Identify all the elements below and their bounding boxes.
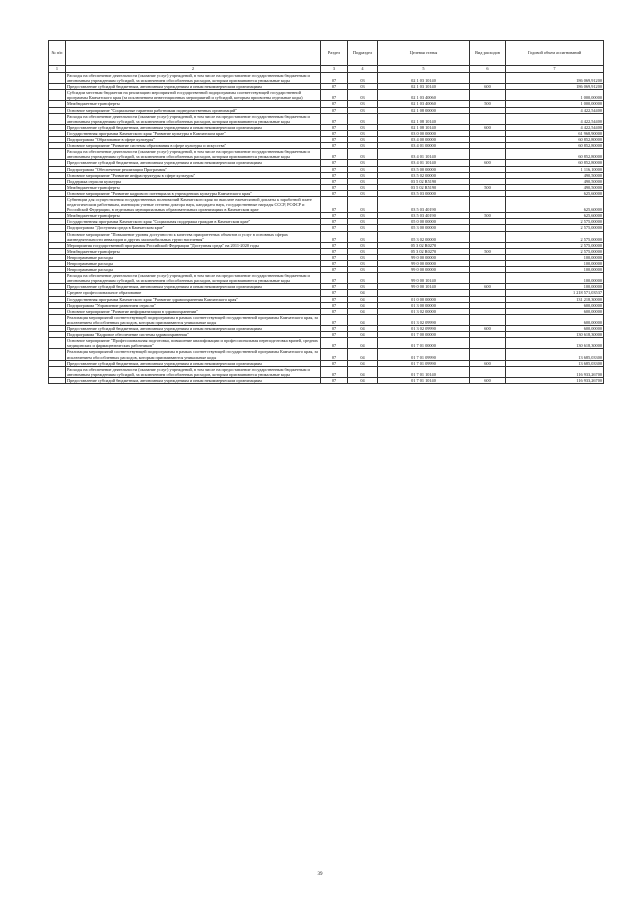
row-name-cell: Непрограммные расходы	[66, 254, 321, 260]
row-amount-cell: 600,00000	[506, 314, 604, 325]
row-razdel-cell: 07	[321, 149, 348, 160]
row-target-cell: 03 4 00 00000	[378, 137, 470, 143]
row-amount-cell: 186 069,91200	[506, 84, 604, 90]
row-vid-cell: 600	[470, 326, 506, 332]
row-podrazdel-cell: 04	[348, 296, 378, 302]
row-podrazdel-cell: 03	[348, 273, 378, 284]
row-amount-cell: 2 575,00000	[506, 225, 604, 231]
row-num-cell	[49, 314, 66, 325]
row-target-cell: 01 7 01 00000	[378, 338, 470, 349]
row-target-cell: 02 1 03 10140	[378, 73, 470, 84]
row-podrazdel-cell: 03	[348, 213, 378, 219]
row-podrazdel-cell: 03	[348, 130, 378, 136]
row-num-cell	[49, 149, 66, 160]
column-number: 5	[378, 66, 470, 73]
row-target-cell: 03 5 02 00000	[378, 172, 470, 178]
row-target-cell: 05 3 02 00000	[378, 231, 470, 242]
row-amount-cell: 116 933,26700	[506, 377, 604, 383]
row-amount-cell: 625,60000	[506, 190, 604, 196]
row-podrazdel-cell: 03	[348, 284, 378, 290]
row-amount-cell: 600,00000	[506, 302, 604, 308]
row-amount-cell: 100,00000	[506, 273, 604, 284]
row-razdel-cell: 07	[321, 267, 348, 273]
row-target-cell: 01 7 00 00000	[378, 332, 470, 338]
row-num-cell	[49, 90, 66, 101]
column-number-row	[49, 66, 604, 73]
row-vid-cell	[470, 338, 506, 349]
table-row	[49, 366, 604, 377]
column-number: 4	[348, 66, 378, 73]
row-target-cell: 03 5 02 R5190	[378, 178, 470, 184]
row-name-cell: Среднее профессиональное образование	[66, 290, 321, 296]
row-target-cell: 99 0 00 00000	[378, 267, 470, 273]
row-target-cell: 05 3 00 00000	[378, 225, 470, 231]
row-razdel-cell: 07	[321, 166, 348, 172]
row-podrazdel-cell: 03	[348, 160, 378, 166]
row-name-cell: Предоставление субсидий бюджетным, автономным учреждениям и иным некоммерческим организациям	[66, 124, 321, 130]
row-podrazdel-cell: 04	[348, 338, 378, 349]
row-target-cell: 02 1 03 40060	[378, 101, 470, 107]
row-vid-cell	[470, 314, 506, 325]
row-podrazdel-cell: 03	[348, 261, 378, 267]
row-razdel-cell: 07	[321, 360, 348, 366]
row-name-cell: Основное мероприятие "Социальные гарантии работникам подведомственных организаций"	[66, 107, 321, 113]
row-name-cell: Подпрограмма "Обеспечение реализации Программы"	[66, 166, 321, 172]
page-number: 39	[317, 872, 323, 877]
row-vid-cell	[470, 231, 506, 242]
row-podrazdel-cell: 03	[348, 196, 378, 212]
row-podrazdel-cell: 03	[348, 113, 378, 124]
row-vid-cell: 600	[470, 124, 506, 130]
row-razdel-cell: 07	[321, 113, 348, 124]
table-row	[49, 149, 604, 160]
row-amount-cell: 600,00000	[506, 308, 604, 314]
row-name-cell: Расходы на обеспечение деятельности (оказание услуг) учреждений, в том числе на предоставление государственным бюджетным и автономным учреждениям субсидий, за исключением обособленных расходов, которым присваиваются уникальные коды	[66, 73, 321, 84]
row-target-cell: 01 7 01 09990	[378, 360, 470, 366]
table-row	[49, 90, 604, 101]
row-amount-cell: 1 116,10000	[506, 166, 604, 172]
row-vid-cell	[470, 149, 506, 160]
row-razdel-cell: 07	[321, 172, 348, 178]
table-row	[49, 113, 604, 124]
row-vid-cell: 500	[470, 184, 506, 190]
table-row	[49, 273, 604, 284]
row-amount-cell: 186 069,91200	[506, 73, 604, 84]
row-num-cell	[49, 231, 66, 242]
row-target-cell: 99 0 00 10140	[378, 284, 470, 290]
row-target-cell: 03 4 01 00000	[378, 143, 470, 149]
row-razdel-cell: 07	[321, 196, 348, 212]
row-num-cell	[49, 349, 66, 360]
budget-table	[48, 40, 604, 384]
row-target-cell: 99 0 00 00000	[378, 254, 470, 260]
row-name-cell: Предоставление субсидий бюджетным, автономным учреждениям и иным некоммерческим организациям	[66, 84, 321, 90]
row-amount-cell: 130 618,30000	[506, 332, 604, 338]
row-podrazdel-cell: 03	[348, 242, 378, 248]
row-amount-cell: 116 933,26700	[506, 366, 604, 377]
row-target-cell: 03 4 01 10140	[378, 160, 470, 166]
row-num-cell	[49, 377, 66, 383]
column-number: 6	[470, 66, 506, 73]
row-target-cell: 02 1 08 00000	[378, 107, 470, 113]
row-amount-cell: 4 422,54400	[506, 124, 604, 130]
row-razdel-cell: 07	[321, 377, 348, 383]
row-target-cell: 02 1 08 10140	[378, 124, 470, 130]
row-amount-cell: 100,00000	[506, 284, 604, 290]
row-podrazdel-cell: 03	[348, 143, 378, 149]
row-amount-cell: 100,00000	[506, 261, 604, 267]
column-number: 2	[66, 66, 321, 73]
row-target-cell: 01 7 01 10140	[378, 366, 470, 377]
row-amount-cell: 131 218,30000	[506, 296, 604, 302]
row-podrazdel-cell: 04	[348, 332, 378, 338]
row-name-cell: Непрограммные расходы	[66, 261, 321, 267]
row-target-cell: 03 5 00 00000	[378, 166, 470, 172]
row-podrazdel-cell: 04	[348, 349, 378, 360]
row-name-cell: Межбюджетные трансферты	[66, 248, 321, 254]
row-amount-cell: 130 618,30000	[506, 338, 604, 349]
row-target-cell: 03 5 03 40190	[378, 196, 470, 212]
row-podrazdel-cell: 03	[348, 225, 378, 231]
row-name-cell: Межбюджетные трансферты	[66, 184, 321, 190]
row-podrazdel-cell: 04	[348, 360, 378, 366]
row-podrazdel-cell: 03	[348, 267, 378, 273]
row-podrazdel-cell: 03	[348, 172, 378, 178]
row-podrazdel-cell: 03	[348, 231, 378, 242]
row-name-cell: Государственная программа Камчатского края "Социальная поддержка граждан в Камчатском крае"	[66, 219, 321, 225]
row-amount-cell: 4 422,54400	[506, 113, 604, 124]
row-name-cell: Предоставление субсидий бюджетным, автономным учреждениям и иным некоммерческим организациям	[66, 326, 321, 332]
col-header-num: № п/п	[49, 41, 66, 66]
row-amount-cell: 2 575,00000	[506, 219, 604, 225]
row-target-cell: 05 3 02 R0270	[378, 248, 470, 254]
row-razdel-cell: 07	[321, 349, 348, 360]
row-podrazdel-cell: 04	[348, 302, 378, 308]
row-amount-cell: 1 218 571,03537	[506, 290, 604, 296]
row-podrazdel-cell: 03	[348, 84, 378, 90]
budget-table-sheet	[48, 40, 603, 384]
table-row	[49, 349, 604, 360]
row-vid-cell	[470, 273, 506, 284]
row-podrazdel-cell: 03	[348, 184, 378, 190]
row-name-cell: Предоставление субсидий бюджетным, автономным учреждениям и иным некоммерческим организациям	[66, 284, 321, 290]
row-name-cell: Государственная программа Камчатского края "Развитие культуры в Камчатском крае"	[66, 130, 321, 136]
row-podrazdel-cell: 04	[348, 308, 378, 314]
row-name-cell: Субсидии местным бюджетам на реализацию мероприятий государственной подпрограммы соответствующей государственной программы Камчатского края (за исключением инвестиционных мероприятий и субсидий, которым присвоены отдельные коды)	[66, 90, 321, 101]
row-name-cell: Реализация мероприятий соответствующей подпрограммы в рамках соответствующей государственной программы Камчатского края, за исключением обособленных расходов, которым присваиваются уникальные коды	[66, 314, 321, 325]
row-target-cell: 01 7 01 09990	[378, 349, 470, 360]
table-row	[49, 338, 604, 349]
row-target-cell: 01 7 01 10140	[378, 377, 470, 383]
row-target-cell: 01 3 02 09990	[378, 314, 470, 325]
column-number: 7	[506, 66, 604, 73]
row-razdel-cell: 07	[321, 84, 348, 90]
row-razdel-cell: 07	[321, 107, 348, 113]
row-target-cell: 99 0 00 10140	[378, 273, 470, 284]
row-amount-cell: 13 685,03300	[506, 360, 604, 366]
col-header-vid: Вид расходов	[470, 41, 506, 66]
row-amount-cell: 2 575,00000	[506, 231, 604, 242]
row-amount-cell: 61 968,90000	[506, 130, 604, 136]
row-razdel-cell: 07	[321, 284, 348, 290]
row-num-cell	[49, 366, 66, 377]
row-vid-cell	[470, 349, 506, 360]
row-vid-cell: 600	[470, 84, 506, 90]
row-razdel-cell: 07	[321, 290, 348, 296]
row-num-cell	[49, 113, 66, 124]
row-target-cell: 05 0 00 00000	[378, 219, 470, 225]
row-amount-cell: 490,50000	[506, 172, 604, 178]
row-razdel-cell: 07	[321, 332, 348, 338]
row-vid-cell	[470, 113, 506, 124]
row-podrazdel-cell: 03	[348, 124, 378, 130]
row-podrazdel-cell: 03	[348, 73, 378, 84]
row-name-cell: Реализация мероприятий соответствующей подпрограммы в рамках соответствующей государственной программы Камчатского края, за исключением обособленных расходов, которым присваиваются уникальные коды	[66, 349, 321, 360]
row-amount-cell: 490,50000	[506, 184, 604, 190]
row-razdel-cell: 07	[321, 326, 348, 332]
row-amount-cell: 4 422,54400	[506, 107, 604, 113]
row-razdel-cell: 07	[321, 242, 348, 248]
table-row	[49, 231, 604, 242]
row-amount-cell: 1 000,00000	[506, 101, 604, 107]
row-amount-cell: 625,60000	[506, 213, 604, 219]
row-target-cell: 03 5 02 R5190	[378, 184, 470, 190]
row-target-cell: 01 0 00 00000	[378, 296, 470, 302]
table-row	[49, 314, 604, 325]
row-num-cell	[49, 338, 66, 349]
col-header-razdel: Раздел	[321, 41, 348, 66]
row-podrazdel-cell: 03	[348, 190, 378, 196]
row-vid-cell: 600	[470, 377, 506, 383]
row-target-cell: 01 3 02 00000	[378, 308, 470, 314]
row-podrazdel-cell: 04	[348, 314, 378, 325]
row-podrazdel-cell: 03	[348, 254, 378, 260]
row-vid-cell: 500	[470, 213, 506, 219]
row-vid-cell: 500	[470, 248, 506, 254]
column-number: 3	[321, 66, 348, 73]
row-name-cell: Основное мероприятие "Повышение уровня доступности к качества приоритетных объектов и услуг в основных сферах жизнедеятельности инвалидов и других маломобильных групп населения"	[66, 231, 321, 242]
row-razdel-cell: 07	[321, 101, 348, 107]
row-name-cell: Подпрограмма "Управление развитием отрасли"	[66, 302, 321, 308]
column-number: 1	[49, 66, 66, 73]
row-amount-cell: 1 000,00000	[506, 90, 604, 101]
row-num-cell	[49, 196, 66, 212]
row-target-cell: 03 0 00 00000	[378, 130, 470, 136]
row-podrazdel-cell: 03	[348, 219, 378, 225]
table-row	[49, 377, 604, 383]
row-razdel-cell: 07	[321, 231, 348, 242]
row-podrazdel-cell: 03	[348, 166, 378, 172]
row-podrazdel-cell: 03	[348, 248, 378, 254]
table-row	[49, 73, 604, 84]
row-razdel-cell: 07	[321, 225, 348, 231]
col-header-target: Целевая статья	[378, 41, 470, 66]
row-razdel-cell: 07	[321, 190, 348, 196]
row-target-cell: 03 5 03 40190	[378, 213, 470, 219]
row-razdel-cell: 07	[321, 338, 348, 349]
row-vid-cell	[470, 196, 506, 212]
row-target-cell: 99 0 00 00000	[378, 261, 470, 267]
row-razdel-cell: 07	[321, 219, 348, 225]
row-target-cell: 02 1 03 40060	[378, 90, 470, 101]
row-razdel-cell: 07	[321, 254, 348, 260]
row-razdel-cell: 07	[321, 261, 348, 267]
row-target-cell: 03 5 03 00000	[378, 190, 470, 196]
row-amount-cell: 2 575,00000	[506, 248, 604, 254]
row-razdel-cell: 07	[321, 366, 348, 377]
row-name-cell: Основное мероприятие "Развитие информатизации в здравоохранении"	[66, 308, 321, 314]
row-vid-cell: 500	[470, 101, 506, 107]
row-name-cell: Подпрограмма "Образование в сфере культуры"	[66, 137, 321, 143]
row-podrazdel-cell: 04	[348, 290, 378, 296]
col-header-amount: Годовой объем ассигнований	[506, 41, 604, 66]
row-vid-cell	[470, 366, 506, 377]
row-razdel-cell: 07	[321, 213, 348, 219]
row-razdel-cell: 07	[321, 90, 348, 101]
row-name-cell: Основное мероприятие "Развитие кадрового потенциала в учреждениях культуры Камчатского края"	[66, 190, 321, 196]
row-name-cell: Предоставление субсидий бюджетным, автономным учреждениям и иным некоммерческим организациям	[66, 360, 321, 366]
row-amount-cell: 100,00000	[506, 267, 604, 273]
row-amount-cell: 625,60000	[506, 196, 604, 212]
row-target-cell: 05 3 02 R0270	[378, 242, 470, 248]
row-razdel-cell: 07	[321, 248, 348, 254]
row-name-cell: Предоставление субсидий бюджетным, автономным учреждениям и иным некоммерческим организациям	[66, 160, 321, 166]
row-amount-cell: 60 852,80000	[506, 149, 604, 160]
row-name-cell: Основное мероприятие "Профессиональная подготовка, повышение квалификации и профессиональная переподготовка врачей, средних медицинских и фармацевтических работников"	[66, 338, 321, 349]
row-podrazdel-cell: 04	[348, 366, 378, 377]
row-podrazdel-cell: 03	[348, 178, 378, 184]
row-target-cell: 01 3 02 09990	[378, 326, 470, 332]
row-name-cell: Расходы на обеспечение деятельности (оказание услуг) учреждений, в том числе на предоставление государственным бюджетным и автономным учреждениям субсидий, за исключением обособленных расходов, которым присваиваются уникальные коды	[66, 113, 321, 124]
row-razdel-cell: 07	[321, 143, 348, 149]
table-row	[49, 196, 604, 212]
row-amount-cell: 13 685,03300	[506, 349, 604, 360]
row-razdel-cell: 07	[321, 273, 348, 284]
row-podrazdel-cell: 04	[348, 377, 378, 383]
row-name-cell: Основное мероприятие "Развитие инфраструктуры в сфере культуры"	[66, 172, 321, 178]
row-name-cell: Расходы на обеспечение деятельности (оказание услуг) учреждений, в том числе на предоставление государственным бюджетным и автономным учреждениям субсидий, за исключением обособленных расходов, которым присваиваются уникальные коды	[66, 366, 321, 377]
row-vid-cell	[470, 90, 506, 101]
row-amount-cell: 60 852,80000	[506, 143, 604, 149]
row-razdel-cell: 07	[321, 184, 348, 190]
row-podrazdel-cell: 03	[348, 137, 378, 143]
table-body	[49, 73, 604, 384]
row-name-cell: Непрограммные расходы	[66, 267, 321, 273]
row-razdel-cell: 07	[321, 296, 348, 302]
row-name-cell: Межбюджетные трансферты	[66, 101, 321, 107]
row-name-cell: Поддержка отрасли культуры	[66, 178, 321, 184]
row-vid-cell: 600	[470, 160, 506, 166]
row-razdel-cell: 07	[321, 308, 348, 314]
row-razdel-cell: 07	[321, 314, 348, 325]
row-amount-cell: 60 852,80000	[506, 137, 604, 143]
row-name-cell: Основное мероприятие "Развитие системы образования в сфере культуры и искусства"	[66, 143, 321, 149]
row-name-cell: Государственная программа Камчатского края "Развитие здравоохранения Камчатского края"	[66, 296, 321, 302]
row-podrazdel-cell: 03	[348, 101, 378, 107]
row-vid-cell: 600	[470, 360, 506, 366]
row-amount-cell: 490,50000	[506, 178, 604, 184]
row-target-cell: 03 4 01 10140	[378, 149, 470, 160]
row-razdel-cell: 07	[321, 137, 348, 143]
row-name-cell: Мероприятия государственной программы Российской Федерации "Доступная среда" на 2011-2020 годы	[66, 242, 321, 248]
row-vid-cell: 600	[470, 284, 506, 290]
row-podrazdel-cell: 03	[348, 107, 378, 113]
row-razdel-cell: 07	[321, 130, 348, 136]
row-target-cell: 02 1 08 10140	[378, 113, 470, 124]
row-name-cell: Межбюджетные трансферты	[66, 213, 321, 219]
col-header-name	[66, 41, 321, 66]
row-podrazdel-cell: 04	[348, 326, 378, 332]
row-num-cell	[49, 273, 66, 284]
row-name-cell: Предоставление субсидий бюджетным, автономным учреждениям и иным некоммерческим организациям	[66, 377, 321, 383]
row-vid-cell	[470, 73, 506, 84]
row-name-cell: Субвенции для осуществления государственных полномочий Камчатского края по выплате ежемесячной доплаты к заработной плате педагогическим работникам, имеющим ученые степени доктора наук, кандидата наук, государственные награды СССР, РСФСР и Российской Федерации, в отдельных муниципальных образовательных организациях в Камчатском крае	[66, 196, 321, 212]
row-podrazdel-cell: 03	[348, 90, 378, 101]
row-num-cell	[49, 73, 66, 84]
row-name-cell: Подпрограмма "Кадровое обеспечение системы здравоохранения"	[66, 332, 321, 338]
row-amount-cell: 2 575,00000	[506, 242, 604, 248]
col-header-podrazdel: Подраздел	[348, 41, 378, 66]
row-podrazdel-cell: 03	[348, 149, 378, 160]
row-name-cell: Расходы на обеспечение деятельности (оказание услуг) учреждений, в том числе на предоставление государственным бюджетным и автономным учреждениям субсидий, за исключением обособленных расходов, которым присваиваются уникальные коды	[66, 149, 321, 160]
header-row	[49, 41, 604, 66]
row-razdel-cell: 07	[321, 178, 348, 184]
row-razdel-cell: 07	[321, 73, 348, 84]
row-razdel-cell: 07	[321, 160, 348, 166]
row-target-cell: 01 3 00 00000	[378, 302, 470, 308]
row-razdel-cell: 07	[321, 302, 348, 308]
row-amount-cell: 100,00000	[506, 254, 604, 260]
row-amount-cell: 600,00000	[506, 326, 604, 332]
row-razdel-cell: 07	[321, 124, 348, 130]
row-name-cell: Подпрограмма "Доступная среда в Камчатском крае"	[66, 225, 321, 231]
row-amount-cell: 60 852,80000	[506, 160, 604, 166]
row-target-cell: 02 1 03 10140	[378, 84, 470, 90]
row-name-cell: Расходы на обеспечение деятельности (оказание услуг) учреждений, в том числе на предоставление государственным бюджетным и автономным учреждениям субсидий, за исключением обособленных расходов, которым присваиваются уникальные коды	[66, 273, 321, 284]
